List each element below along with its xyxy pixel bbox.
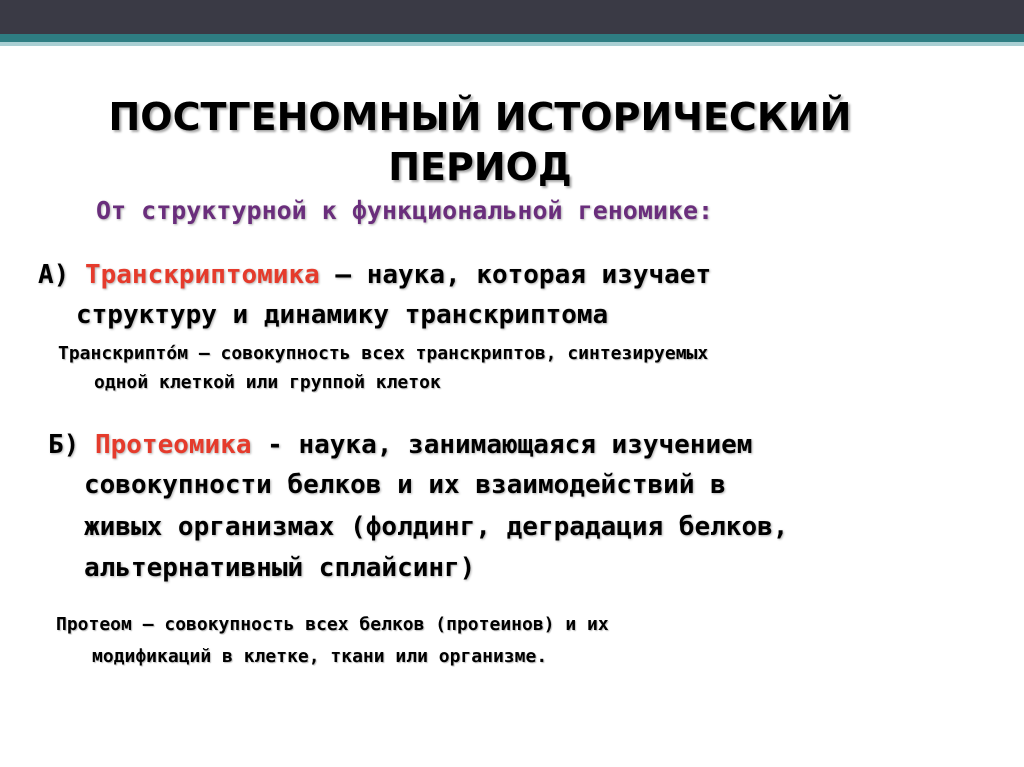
point-b-rest: - наука, занимающаяся изучением <box>251 430 753 460</box>
point-a-prefix: А) <box>38 260 70 290</box>
point-b-line3: живых организмах (фолдинг, деградация белков, <box>84 512 789 542</box>
point-b-line1 <box>48 426 752 464</box>
point-b-line2: совокупности белков и их взаимодействий в <box>84 470 726 500</box>
slide-title-line2: ПЕРИОД <box>388 145 572 189</box>
point-a-definition-line2: одной клеткой или группой клеток <box>94 372 441 393</box>
point-a-line1 <box>38 256 711 294</box>
slide-title-line1: ПОСТГЕНОМНЫЙ ИСТОРИЧЕСКИЙ <box>108 95 852 139</box>
point-a-rest: – наука, которая изучает <box>319 260 712 290</box>
point-b-definition-line1: Протеом — совокупность всех белков (протеинов) и их <box>56 614 609 635</box>
slide-title <box>0 92 960 192</box>
header-light-stripe <box>0 42 1024 46</box>
point-b-line4: альтернативный сплайсинг) <box>84 553 476 583</box>
point-b-definition-line2: модификаций в клетке, ткани или организме. <box>92 646 548 667</box>
point-a-line2: структуру и динамику транскриптома <box>76 300 609 330</box>
header-accent-stripe <box>0 34 1024 42</box>
point-a-term: Транскриптомика <box>84 260 320 290</box>
point-a-definition-line1: Транскрипто́м — совокупность всех транскриптов, синтезируемых <box>58 343 709 364</box>
point-b-prefix: Б) <box>48 430 80 460</box>
header-bar <box>0 0 1024 34</box>
point-b-term: Протеомика <box>94 430 252 460</box>
slide-subtitle: От структурной к функциональной геномике: <box>96 196 714 225</box>
